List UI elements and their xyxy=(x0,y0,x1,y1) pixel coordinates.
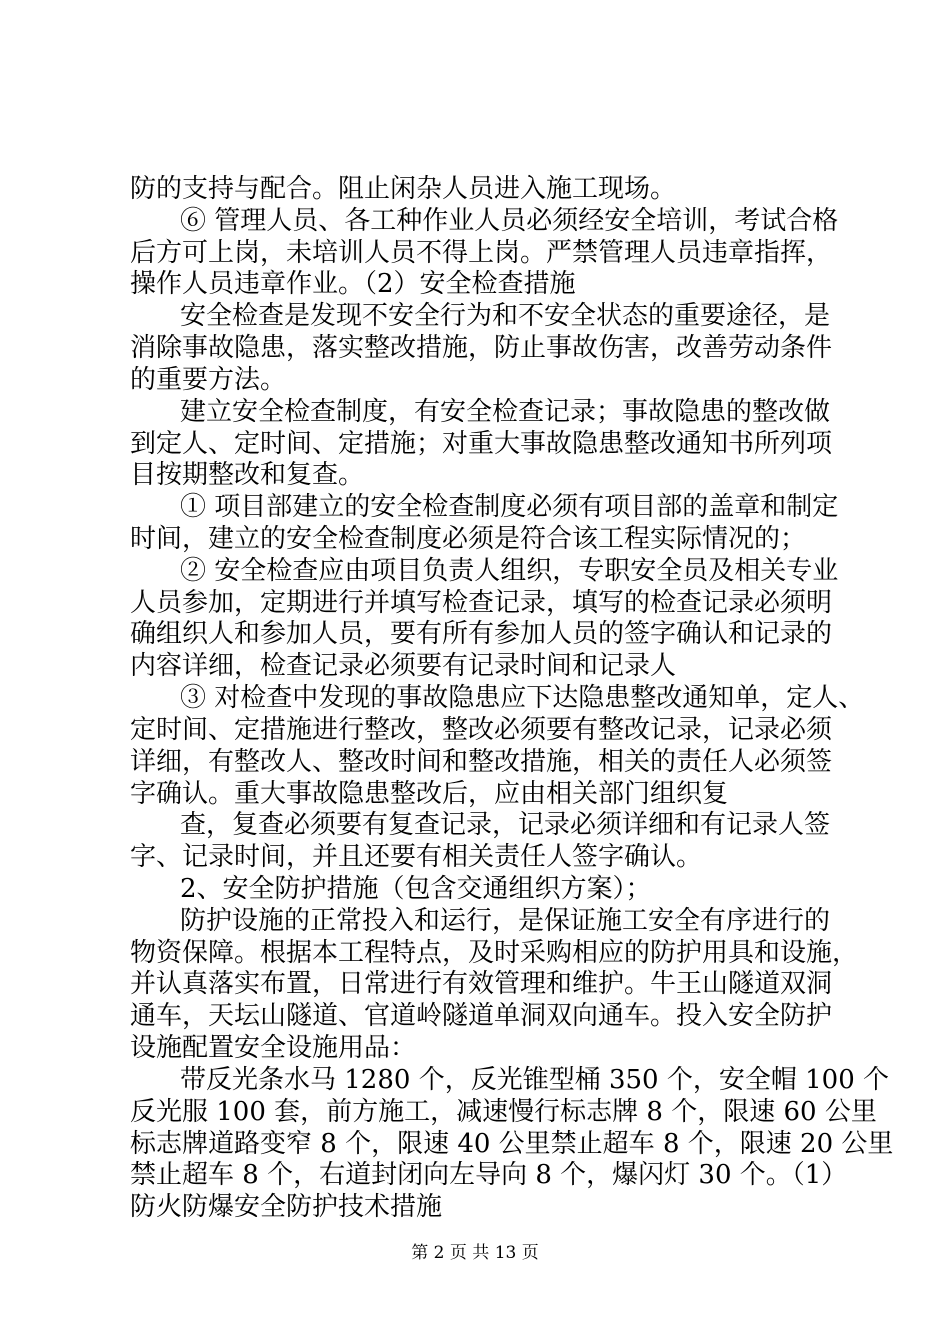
text-line: 内容详细，检查记录必须要有记录时间和记录人 xyxy=(130,651,677,681)
text-line: 时间，建立的安全检查制度必须是符合该工程实际情况的； xyxy=(130,524,807,554)
text-line: 防火防爆安全防护技术措施 xyxy=(130,1192,443,1222)
text-line: 操作人员违章作业。（2）安全检查措施 xyxy=(130,269,576,299)
text-line: 消除事故隐患，落实整改措施，防止事故伤害，改善劳动条件 xyxy=(130,333,833,363)
page-footer: 第 2 页 共 13 页 xyxy=(411,1243,539,1263)
text-line: 安全检查是发现不安全行为和不安全状态的重要途径，是 xyxy=(180,301,831,331)
text-line: 建立安全检查制度，有安全检查记录；事故隐患的整改做 xyxy=(180,397,831,427)
text-line: ⑥ 管理人员、各工种作业人员必须经安全培训，考试合格 xyxy=(180,206,839,236)
text-line: 禁止超车 8 个，右道封闭向左导向 8 个，爆闪灯 30 个。（1） xyxy=(130,1160,848,1190)
text-line: 字、记录时间，并且还要有相关责任人签字确认。 xyxy=(130,842,703,872)
text-line: ③ 对检查中发现的事故隐患应下达隐患整改通知单，定人、 xyxy=(180,683,865,713)
text-line: 防护设施的正常投入和运行，是保证施工安全有序进行的 xyxy=(180,906,831,936)
text-line: 的重要方法。 xyxy=(130,365,287,395)
text-line: 通车，天坛山隧道、官道岭隧道单洞双向通车。投入安全防护 xyxy=(130,1001,833,1031)
text-line: 2、安全防护措施（包含交通组织方案）； xyxy=(180,874,652,904)
text-line: 物资保障。根据本工程特点，及时采购相应的防护用具和设施， xyxy=(130,938,859,968)
text-line: 详细，有整改人、整改时间和整改措施，相关的责任人必须签 xyxy=(130,747,833,777)
text-line: 带反光条水马 1280 个，反光锥型桶 350 个，安全帽 100 个 xyxy=(180,1065,890,1095)
text-line: 到定人、定时间、定措施；对重大事故隐患整改通知书所列项 xyxy=(130,429,833,459)
text-line: ② 安全检查应由项目负责人组织，专职安全员及相关专业 xyxy=(180,556,839,586)
text-line: 防的支持与配合。阻止闲杂人员进入施工现场。 xyxy=(130,174,677,204)
text-line: ① 项目部建立的安全检查制度必须有项目部的盖章和制定 xyxy=(180,492,839,522)
text-line: 目按期整改和复查。 xyxy=(130,460,365,490)
text-line: 人员参加，定期进行并填写检查记录，填写的检查记录必须明 xyxy=(130,588,833,618)
text-line: 后方可上岗，未培训人员不得上岗。严禁管理人员违章指挥， xyxy=(130,238,833,268)
text-line: 设施配置安全设施用品： xyxy=(130,1033,417,1063)
text-line: 定时间、定措施进行整改，整改必须要有整改记录，记录必须 xyxy=(130,715,833,745)
text-line: 查，复查必须要有复查记录，记录必须详细和有记录人签 xyxy=(180,810,831,840)
text-line: 确组织人和参加人员，要有所有参加人员的签字确认和记录的 xyxy=(130,619,833,649)
text-line: 字确认。重大事故隐患整改后，应由相关部门组织复 xyxy=(130,779,729,809)
text-line: 并认真落实布置，日常进行有效管理和维护。牛王山隧道双洞 xyxy=(130,969,833,999)
text-line: 标志牌道路变窄 8 个，限速 40 公里禁止超车 8 个，限速 20 公里 xyxy=(130,1129,894,1159)
text-line: 反光服 100 套，前方施工，减速慢行标志牌 8 个，限速 60 公里 xyxy=(130,1097,877,1127)
